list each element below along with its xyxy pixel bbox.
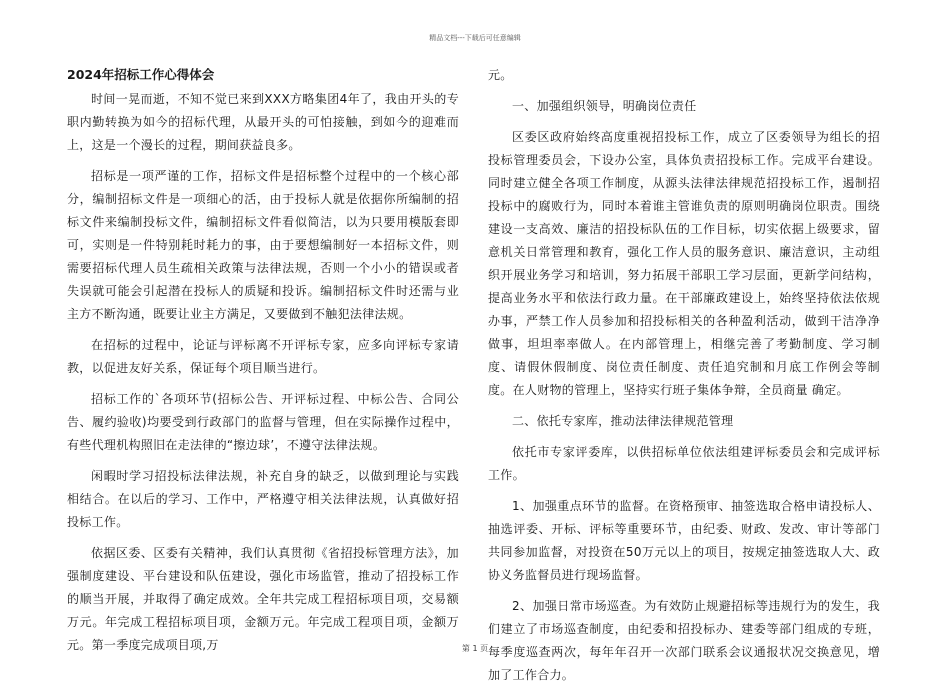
paragraph: 闲暇时学习招投标法律法规，补充自身的缺乏，以做到理论与实践相结合。在以后的学习、工作中，严格遵守相关法律法规，认真做好招投标工作。 — [67, 469, 459, 529]
paragraph: 区委区政府始终高度重视招投标工作，成立了区委领导为组长的招投标管理委员会，下设办公室，具体负责招投标工作。完成平台建设。同时建立健全各项工作制度，从源头法律法律规范招投标工作，遏制招投标中的腐败行为，同时本着谁主管谁负责的原则明确岗位职责。围绕建设一支高效、廉洁的招投标队伍的工作目标，切实依据上级要求，留意机关日常管理和教育，强化工作人员的服务意识、廉洁意识，主动组织开展业务学习和培训，努力拓展干部职工学习层面，更新学问结构，提高业务水平和依法行政力量。在干部廉政建设上，始终坚持依法依规办事，严禁工作人员参加和招投标相关的各种盈利活动，做到干洁净净做事，坦坦率率做人。在内部管理上，相继完善了考勤制度、学习制度、请假休假制度、岗位责任制度、责任追究制和月底工作例会等制度。在人财物的管理上，坚持实行班子集体争辩，全员商量 确定。 — [488, 130, 880, 397]
header-note: 精品文档---下载后可任意编辑 — [429, 34, 521, 42]
paragraph: 招标工作的`各项环节(招标公告、开评标过程、中标公告、合同公告、履约验收)均要受到行政部门的监督与管理，但在实际操作过程中，有些代理机构照旧在走法律的“擦边球’，不遵守法律法规。 — [67, 392, 459, 452]
page-number: 第 1 页 — [461, 644, 489, 653]
section-heading: 一、加强组织领导，明确岗位责任 — [512, 99, 697, 113]
paragraph: 在招标的过程中，论证与评标离不开评标专家，应多向评标专家请教，以促进友好关系，保证每个项目顺当进行。 — [67, 338, 459, 375]
paragraph: 2、加强日常市场巡查。为有效防止规避招标等违规行为的发生，我们建立了市场巡查制度，由纪委和招投标办、建委等部门组成的专班，每季度巡查两次，每年年召开一次部门联系会议通报状况交换意见，增加了工作合力。 — [488, 599, 880, 682]
paragraph: 依据区委、区委有关精神，我们认真贯彻《省招投标管理方法》，加强制度建设、平台建设和队伍建设，强化市场监管，推动了招投标工作的顺当开展，并取得了确定成效。全年共完成工程招标项目项，交易额万元。年完成工程招标项目项，金额万元。年完成工程项目项，金额万元。第一季度完成项目项,万 — [67, 546, 459, 652]
paragraph-continuation: 元。 — [488, 68, 513, 82]
paragraph: 招标是一项严谨的工作，招标文件是招标整个过程中的一个核心部分，编制招标文件是一项细心的活，由于投标人就是依据你所编制的招标文件来编制投标文件，编制招标文件看似简洁，以为只要用模版套即可，实则是一件特别耗时耗力的事，由于要想编制好一本招标文件，则需要招标代理人员生疏相关政策与法律法规，否则一个小小的错误或者失误就可能会引起潜在投标人的质疑和投诉。编制招标文件时还需与业主方不断沟通，既要让业主方满足，又要做到不触犯法律法规。 — [67, 169, 459, 321]
paragraph: 依托市专家评委库，以供招标单位依法组建评标委员会和完成评标工作。 — [488, 445, 880, 482]
paragraph: 时间一晃而逝，不知不觉已来到XXX方略集团4年了，我由开头的专职内勤转换为如今的招标代理，从最开头的可怕接触，到如今的迎难而上，这是一个漫长的过程，期间获益良多。 — [67, 92, 459, 152]
left-column — [67, 64, 459, 665]
section-heading: 二、依托专家库，推动法律法律规范管理 — [512, 414, 734, 428]
paragraph: 1、加强重点环节的监督。在资格预审、抽签选取合格申请投标人、抽选评委、开标、评标等重要环节，由纪委、财政、发改、审计等部门共同参加监督，对投资在50万元以上的项目，按规定抽签选取人大、政协义务监督员进行现场监督。 — [488, 499, 880, 582]
document-title: 2024年招标工作心得体会 — [67, 67, 215, 82]
right-column — [488, 64, 880, 695]
